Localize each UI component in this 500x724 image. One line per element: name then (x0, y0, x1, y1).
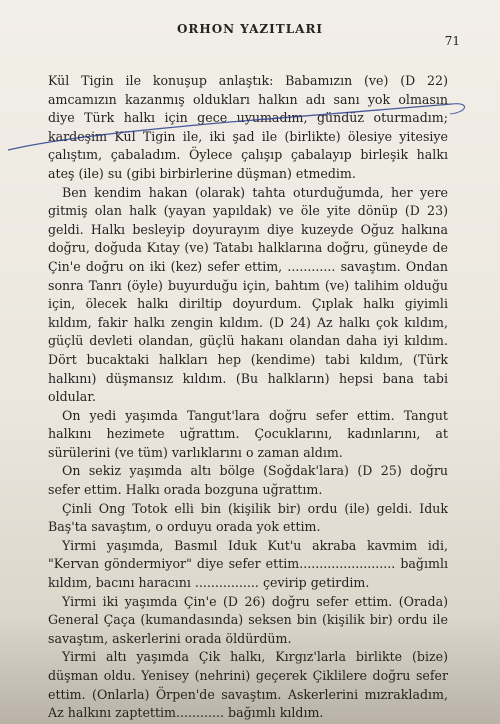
page-number: 71 (444, 34, 460, 48)
paragraph: Ben kendim hakan (olarak) tahta oturduğumda, her yere gitmiş olan halk (yayan yapıldak) ve öle yite dönüp (D 23) geldi. Halkı besleyip doyurayım diye kuzeyde Oğuz halkına doğru, doğuda Kıtay (ve) Tatabı halklarına doğru, güneyde de Çin'e doğru on iki (kez) sefer ettim, ............ savaştım. Ondan sonra Tanrı (öyle) buyurduğu için, bahtım (ve) talihim olduğu için, ölecek halkı diriltip doyurdum. Çıplak halkı giyimli kıldım, fakir halkı zengin kıldım. (D 24) Az halkı çok kıldım, güçlü devleti olandan, güçlü hakanı olandan daha iyi kıldım. Dört bucaktaki halkları hep (kendime) tabi kıldım, (Türk halkını) düşmansız kıldım. (Bu halkların) hepsi bana tabi oldular. (48, 184, 448, 405)
paragraph: Yirmi iki yaşımda Çin'e (D 26) doğru sefer ettim. (Orada) General Çaça (kumandasında) seksen bin (kişilik bir) ordu ile savaştım, askerlerini orada öldürdüm. (48, 593, 448, 646)
paragraph: Çinli Ong Totok elli bin (kişilik bir) ordu (ile) geldi. Iduk Baş'ta savaştım, o orduyu orada yok ettim. (48, 500, 448, 535)
paragraph: Yirmi yaşımda, Basmıl Iduk Kut'u akraba kavmim idi, "Kervan göndermiyor" diye sefer ettim........................ bağımlı kıldım, bacını haracını ................ çevirip getirdim. (48, 537, 448, 591)
running-header: ORHON YAZITLARI (176, 22, 324, 36)
paragraph: On yedi yaşımda Tangut'lara doğru sefer ettim. Tangut halkını hezimete uğrattım. Çocuklarını, kadınlarını, at sürülerini (ve tüm) varlıklarını o zaman aldım. (48, 407, 448, 460)
paragraph: On sekiz yaşımda altı bölge (Soğdak'lara) (D 25) doğru sefer ettim. Halkı orada bozguna uğrattım. (48, 463, 448, 498)
body-text (48, 72, 448, 723)
paragraph: Yirmi altı yaşımda Çik halkı, Kırgız'larla birlikte (bize) düşman oldu. Yenisey (nehrini) geçerek Çiklilere doğru sefer ettim. (Onlarla) Örpen'de savaştım. Askerlerini mızrakladım, Az halkını zaptettim............ bağımlı kıldım. (48, 649, 448, 721)
paragraph: Kül Tigin ile konuşup anlaştık: Babamızın (ve) (D 22) amcamızın kazanmış oldukları halkın adı sanı yok olmasın diye Türk halkı için gece uyumadım, gündüz oturmadım; kardeşim Kül Tigin ile, iki şad ile (birlikte) ölesiye yitesiye çalıştım, çabaladım. Öylece çalışıp çabalayıp birleşik halkı ateş (ile) su (gibi birbirlerine düşman) etmedim. (48, 73, 448, 181)
